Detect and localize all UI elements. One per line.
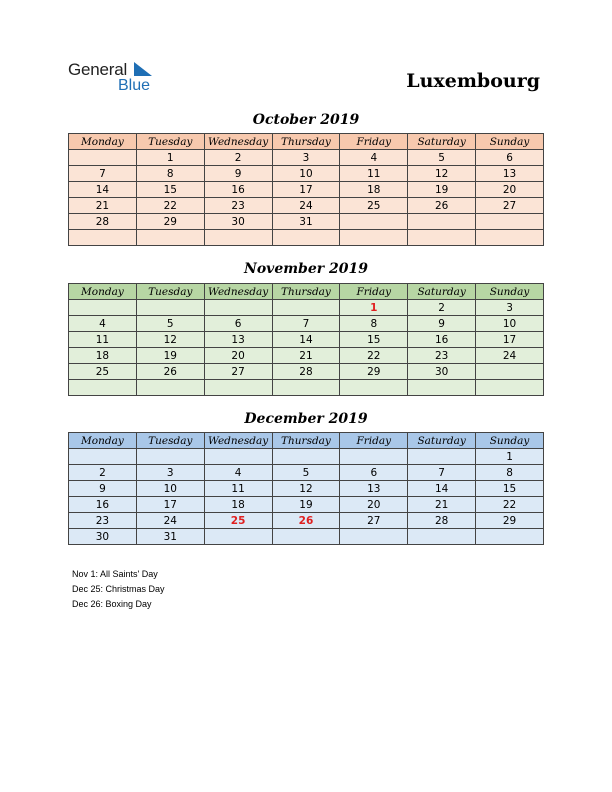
week-row — [69, 332, 544, 348]
day-cell: 1 — [136, 150, 204, 166]
empty-day-cell — [340, 230, 408, 246]
week-row — [69, 198, 544, 214]
weekday-saturday: Saturday — [408, 284, 476, 300]
day-cell: 31 — [136, 529, 204, 545]
day-cell: 16 — [408, 332, 476, 348]
day-cell: 6 — [476, 150, 544, 166]
day-cell: 28 — [69, 214, 137, 230]
weekday-friday: Friday — [340, 284, 408, 300]
empty-day-cell — [272, 529, 340, 545]
day-cell: 22 — [476, 497, 544, 513]
weekday-tuesday: Tuesday — [136, 284, 204, 300]
calendar-november — [68, 283, 544, 396]
weekday-saturday: Saturday — [408, 134, 476, 150]
day-cell: 7 — [272, 316, 340, 332]
day-cell: 24 — [272, 198, 340, 214]
day-cell: 23 — [408, 348, 476, 364]
week-row — [69, 497, 544, 513]
day-cell: 6 — [340, 465, 408, 481]
day-cell: 14 — [272, 332, 340, 348]
day-cell: 3 — [476, 300, 544, 316]
week-row — [69, 214, 544, 230]
day-cell: 13 — [340, 481, 408, 497]
day-cell: 10 — [476, 316, 544, 332]
empty-day-cell — [204, 529, 272, 545]
empty-day-cell — [340, 380, 408, 396]
empty-day-cell — [408, 449, 476, 465]
weekday-sunday: Sunday — [476, 284, 544, 300]
weekday-sunday: Sunday — [476, 433, 544, 449]
day-cell: 5 — [136, 316, 204, 332]
day-cell: 15 — [136, 182, 204, 198]
week-row — [69, 182, 544, 198]
day-cell: 2 — [69, 465, 137, 481]
day-cell: 28 — [408, 513, 476, 529]
day-cell: 30 — [204, 214, 272, 230]
empty-day-cell — [272, 449, 340, 465]
weekday-wednesday: Wednesday — [204, 134, 272, 150]
day-cell: 11 — [204, 481, 272, 497]
week-row — [69, 380, 544, 396]
day-cell: 28 — [272, 364, 340, 380]
day-cell: 7 — [69, 166, 137, 182]
day-cell: 10 — [136, 481, 204, 497]
day-cell: 29 — [476, 513, 544, 529]
empty-day-cell — [204, 300, 272, 316]
day-cell: 4 — [340, 150, 408, 166]
day-cell: 1 — [476, 449, 544, 465]
day-cell: 24 — [136, 513, 204, 529]
week-row — [69, 449, 544, 465]
day-cell: 10 — [272, 166, 340, 182]
country-title: Luxembourg — [406, 70, 540, 92]
week-row — [69, 364, 544, 380]
day-cell: 12 — [408, 166, 476, 182]
day-cell: 4 — [204, 465, 272, 481]
empty-day-cell — [408, 529, 476, 545]
holiday-note: Dec 25: Christmas Day — [72, 584, 165, 594]
day-cell: 23 — [204, 198, 272, 214]
empty-day-cell — [340, 214, 408, 230]
day-cell: 20 — [204, 348, 272, 364]
day-cell: 11 — [340, 166, 408, 182]
day-cell: 15 — [476, 481, 544, 497]
day-cell: 18 — [340, 182, 408, 198]
empty-day-cell — [476, 230, 544, 246]
day-cell: 29 — [340, 364, 408, 380]
day-cell: 17 — [476, 332, 544, 348]
holiday-day-cell: 25 — [204, 513, 272, 529]
empty-day-cell — [476, 214, 544, 230]
week-row — [69, 300, 544, 316]
empty-day-cell — [69, 300, 137, 316]
weekday-thursday: Thursday — [272, 134, 340, 150]
month-title-december: December 2019 — [244, 411, 368, 427]
empty-day-cell — [204, 230, 272, 246]
day-cell: 9 — [204, 166, 272, 182]
day-cell: 21 — [408, 497, 476, 513]
day-cell: 5 — [272, 465, 340, 481]
day-cell: 30 — [69, 529, 137, 545]
day-cell: 21 — [272, 348, 340, 364]
holiday-note: Dec 26: Boxing Day — [72, 599, 152, 609]
day-cell: 26 — [408, 198, 476, 214]
empty-day-cell — [272, 230, 340, 246]
weekday-thursday: Thursday — [272, 433, 340, 449]
empty-day-cell — [272, 300, 340, 316]
empty-day-cell — [204, 380, 272, 396]
empty-day-cell — [69, 230, 137, 246]
day-cell: 22 — [340, 348, 408, 364]
day-cell: 9 — [69, 481, 137, 497]
day-cell: 16 — [69, 497, 137, 513]
day-cell: 25 — [340, 198, 408, 214]
day-cell: 24 — [476, 348, 544, 364]
weekday-tuesday: Tuesday — [136, 433, 204, 449]
day-cell: 30 — [408, 364, 476, 380]
day-cell: 17 — [136, 497, 204, 513]
empty-day-cell — [340, 529, 408, 545]
day-cell: 3 — [272, 150, 340, 166]
weekday-wednesday: Wednesday — [204, 284, 272, 300]
week-row — [69, 316, 544, 332]
weekday-monday: Monday — [69, 284, 137, 300]
weekday-sunday: Sunday — [476, 134, 544, 150]
day-cell: 12 — [136, 332, 204, 348]
weekday-friday: Friday — [340, 433, 408, 449]
empty-day-cell — [204, 449, 272, 465]
weekday-monday: Monday — [69, 433, 137, 449]
day-cell: 8 — [136, 166, 204, 182]
day-cell: 14 — [69, 182, 137, 198]
day-cell: 20 — [340, 497, 408, 513]
week-row — [69, 348, 544, 364]
day-cell: 20 — [476, 182, 544, 198]
day-cell: 26 — [136, 364, 204, 380]
empty-day-cell — [340, 449, 408, 465]
empty-day-cell — [476, 364, 544, 380]
empty-day-cell — [69, 150, 137, 166]
day-cell: 5 — [408, 150, 476, 166]
calendar-december — [68, 432, 544, 545]
day-cell: 19 — [272, 497, 340, 513]
day-cell: 22 — [136, 198, 204, 214]
month-title-november: November 2019 — [244, 261, 368, 277]
empty-day-cell — [136, 380, 204, 396]
day-cell: 9 — [408, 316, 476, 332]
day-cell: 27 — [340, 513, 408, 529]
day-cell: 14 — [408, 481, 476, 497]
day-cell: 13 — [204, 332, 272, 348]
logo-triangle-icon — [134, 62, 152, 76]
week-row — [69, 166, 544, 182]
day-cell: 19 — [136, 348, 204, 364]
empty-day-cell — [408, 230, 476, 246]
holiday-day-cell: 26 — [272, 513, 340, 529]
week-row — [69, 465, 544, 481]
day-cell: 25 — [69, 364, 137, 380]
weekday-friday: Friday — [340, 134, 408, 150]
week-row — [69, 150, 544, 166]
week-row — [69, 513, 544, 529]
empty-day-cell — [136, 300, 204, 316]
week-row — [69, 529, 544, 545]
day-cell: 27 — [476, 198, 544, 214]
generalblue-logo — [68, 60, 168, 96]
day-cell: 27 — [204, 364, 272, 380]
empty-day-cell — [69, 380, 137, 396]
weekday-saturday: Saturday — [408, 433, 476, 449]
day-cell: 31 — [272, 214, 340, 230]
logo-general-text: General — [68, 60, 128, 79]
day-cell: 29 — [136, 214, 204, 230]
weekday-header-row — [69, 433, 544, 449]
day-cell: 18 — [69, 348, 137, 364]
day-cell: 12 — [272, 481, 340, 497]
day-cell: 19 — [408, 182, 476, 198]
calendar-october — [68, 133, 544, 246]
weekday-tuesday: Tuesday — [136, 134, 204, 150]
weekday-monday: Monday — [69, 134, 137, 150]
weekday-wednesday: Wednesday — [204, 433, 272, 449]
empty-day-cell — [408, 214, 476, 230]
day-cell: 8 — [476, 465, 544, 481]
week-row — [69, 230, 544, 246]
weekday-header-row — [69, 134, 544, 150]
day-cell: 6 — [204, 316, 272, 332]
empty-day-cell — [272, 380, 340, 396]
day-cell: 23 — [69, 513, 137, 529]
empty-day-cell — [408, 380, 476, 396]
weekday-header-row — [69, 284, 544, 300]
empty-day-cell — [476, 380, 544, 396]
day-cell: 11 — [69, 332, 137, 348]
empty-day-cell — [136, 449, 204, 465]
day-cell: 21 — [69, 198, 137, 214]
day-cell: 13 — [476, 166, 544, 182]
day-cell: 15 — [340, 332, 408, 348]
day-cell: 17 — [272, 182, 340, 198]
day-cell: 8 — [340, 316, 408, 332]
empty-day-cell — [69, 449, 137, 465]
month-title-october: October 2019 — [252, 112, 360, 128]
holiday-day-cell: 1 — [340, 300, 408, 316]
logo-blue-text: Blue — [118, 77, 151, 94]
day-cell: 18 — [204, 497, 272, 513]
day-cell: 16 — [204, 182, 272, 198]
day-cell: 4 — [69, 316, 137, 332]
empty-day-cell — [476, 529, 544, 545]
day-cell: 7 — [408, 465, 476, 481]
day-cell: 3 — [136, 465, 204, 481]
day-cell: 2 — [408, 300, 476, 316]
holiday-notes — [72, 567, 165, 612]
day-cell: 2 — [204, 150, 272, 166]
week-row — [69, 481, 544, 497]
weekday-thursday: Thursday — [272, 284, 340, 300]
holiday-note: Nov 1: All Saints' Day — [72, 569, 158, 579]
empty-day-cell — [136, 230, 204, 246]
